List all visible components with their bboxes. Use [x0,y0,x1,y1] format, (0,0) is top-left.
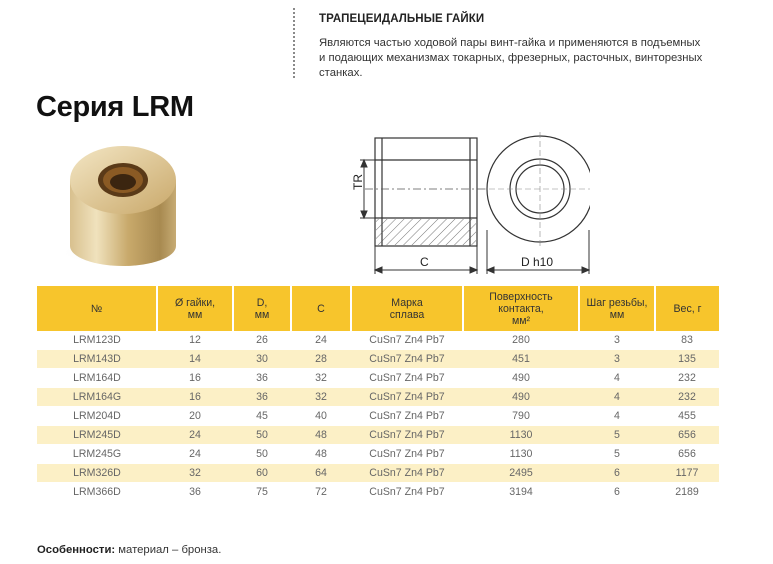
section-heading: ТРАПЕЦЕИДАЛЬНЫЕ ГАЙКИ [319,13,485,25]
label-tr: TR [351,174,365,190]
table-cell: CuSn7 Zn4 Pb7 [351,426,463,445]
table-cell: 4 [579,369,655,388]
table-row [37,445,719,464]
table-cell: 5 [579,426,655,445]
series-title: Серия LRM [36,91,194,123]
table-cell: 24 [291,331,351,350]
label-d: D h10 [521,255,554,269]
table-cell: 656 [655,445,719,464]
table-cell: 2495 [463,464,579,483]
column-header-line: мм [609,308,625,321]
table-cell: 280 [463,331,579,350]
table-cell: 16 [157,388,233,407]
table-cell: LRM123D [37,331,157,350]
table-cell: 232 [655,369,719,388]
table-cell: LRM204D [37,407,157,426]
table-cell: CuSn7 Zn4 Pb7 [351,350,463,369]
table-cell: 1130 [463,426,579,445]
column-header-line: мм² [511,314,531,327]
table-cell: 45 [233,407,291,426]
table-cell: 4 [579,407,655,426]
table-cell: 72 [291,483,351,502]
column-header [579,286,655,331]
table-row [37,426,719,445]
table-cell: 451 [463,350,579,369]
table-cell: LRM245G [37,445,157,464]
technical-drawing [340,130,590,275]
table-cell: CuSn7 Zn4 Pb7 [351,331,463,350]
table-cell: 32 [291,369,351,388]
table-row [37,331,719,350]
table-cell: 24 [157,426,233,445]
table-cell: 656 [655,426,719,445]
column-header [351,286,463,331]
column-header-line: Шаг резьбы, [586,296,648,309]
column-header [291,286,351,331]
features-label: Особенности: [37,544,116,556]
column-header-line: мм [254,308,270,321]
table-row [37,483,719,502]
description-line: и подающих механизмах токарных, фрезерных, расточных, винторезных [319,52,703,64]
table-cell: 6 [579,464,655,483]
table-cell: 48 [291,445,351,464]
table-cell: 28 [291,350,351,369]
column-header-line: C [317,302,325,315]
table-cell: 232 [655,388,719,407]
table-row [37,388,719,407]
table-cell: LRM164D [37,369,157,388]
column-header-line: D, [256,296,268,309]
table-cell: 48 [291,426,351,445]
table-cell: 60 [233,464,291,483]
table-cell: 3 [579,350,655,369]
column-header-line: мм [187,308,203,321]
section-hatch [376,219,476,245]
table-row [37,464,719,483]
nut-photo [48,118,198,278]
table-cell: 20 [157,407,233,426]
table-cell: 64 [291,464,351,483]
table-cell: 36 [233,369,291,388]
description-line: Являются частью ходовой пары винт-гайка и применяются в подъемных [319,37,701,49]
spec-table [37,286,719,502]
table-cell: 50 [233,426,291,445]
table-cell: 24 [157,445,233,464]
features-text: материал – бронза. [115,544,222,556]
divider-dotted-line [293,8,295,78]
table-cell: CuSn7 Zn4 Pb7 [351,464,463,483]
table-body [37,331,719,502]
table-cell: LRM366D [37,483,157,502]
table-cell: 3194 [463,483,579,502]
table-cell: 32 [157,464,233,483]
table-cell: 36 [233,388,291,407]
table-cell: 75 [233,483,291,502]
column-header [233,286,291,331]
column-header [655,286,719,331]
table-cell: 30 [233,350,291,369]
table-cell: 1130 [463,445,579,464]
column-header-line: Поверхность [489,290,553,303]
table-cell: 6 [579,483,655,502]
table-cell: 40 [291,407,351,426]
features-note [37,544,221,556]
column-header-line: Ø гайки, [174,296,216,309]
nut-bore [110,174,136,190]
table-cell: 4 [579,388,655,407]
table-cell: 12 [157,331,233,350]
column-header [157,286,233,331]
section-description [319,36,749,81]
table-cell: LRM326D [37,464,157,483]
description-line: станках. [319,67,363,79]
column-header [37,286,157,331]
table-row [37,350,719,369]
table-cell: 16 [157,369,233,388]
table-header [37,286,719,331]
table-cell: 3 [579,331,655,350]
table-cell: 490 [463,369,579,388]
table-cell: 455 [655,407,719,426]
table-cell: 490 [463,388,579,407]
column-header-line: сплава [389,308,425,321]
table-cell: LRM245D [37,426,157,445]
table-cell: CuSn7 Zn4 Pb7 [351,445,463,464]
column-header-line: Марка [391,296,423,309]
table-cell: LRM164G [37,388,157,407]
column-header-line: № [90,302,103,315]
table-cell: 83 [655,331,719,350]
column-header [463,286,579,331]
table-cell: 50 [233,445,291,464]
label-c: C [420,255,429,269]
table-cell: 2189 [655,483,719,502]
table-row [37,407,719,426]
table-cell: 5 [579,445,655,464]
table-cell: CuSn7 Zn4 Pb7 [351,388,463,407]
column-header-line: Вес, г [673,302,702,315]
table-cell: CuSn7 Zn4 Pb7 [351,483,463,502]
table-cell: LRM143D [37,350,157,369]
table-cell: 32 [291,388,351,407]
table-cell: 26 [233,331,291,350]
table-cell: 790 [463,407,579,426]
table-cell: 135 [655,350,719,369]
table-row [37,369,719,388]
table-cell: CuSn7 Zn4 Pb7 [351,407,463,426]
table-cell: 14 [157,350,233,369]
column-header-line: контакта, [498,302,544,315]
table-cell: 36 [157,483,233,502]
table-cell: 1177 [655,464,719,483]
table-cell: CuSn7 Zn4 Pb7 [351,369,463,388]
